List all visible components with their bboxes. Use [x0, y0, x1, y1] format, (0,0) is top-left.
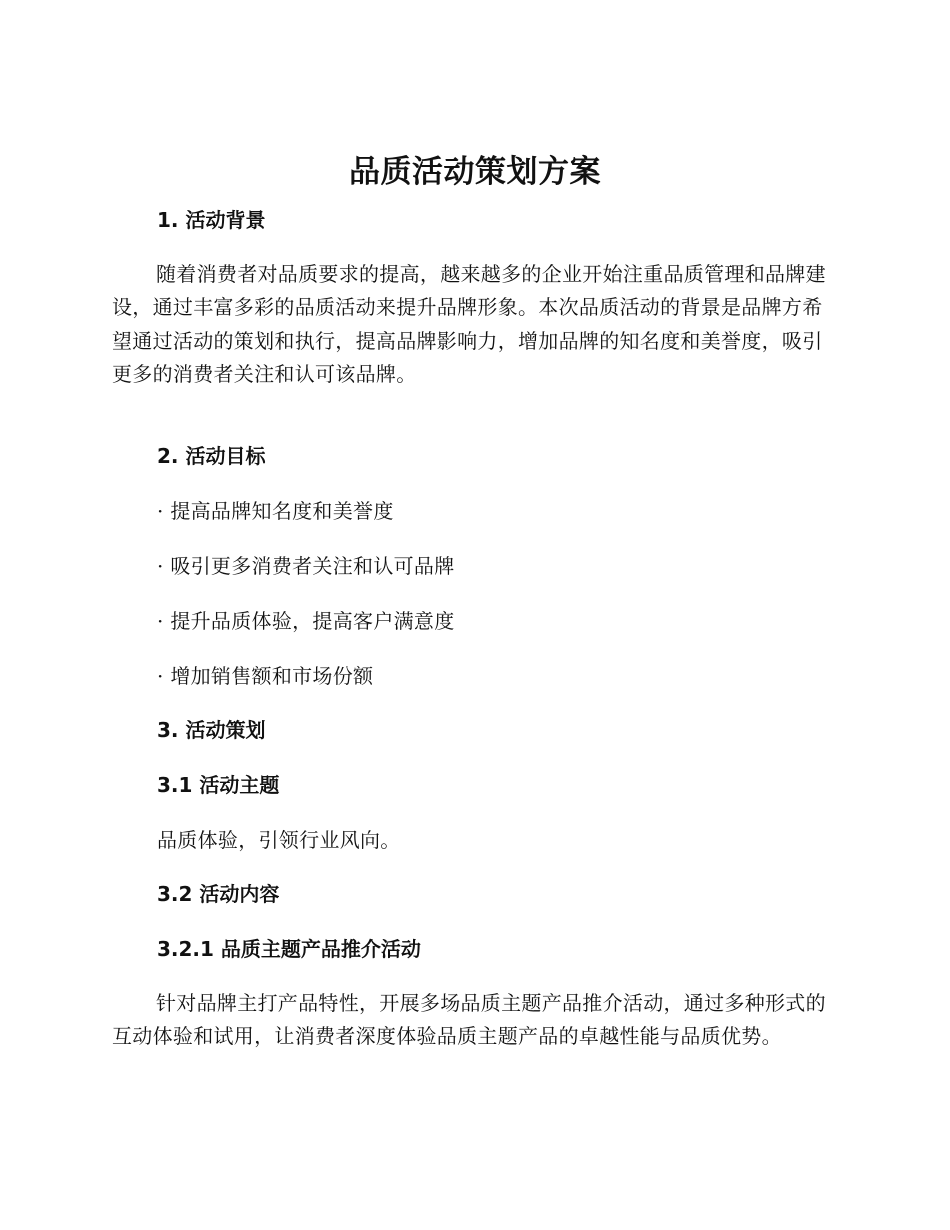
document-title: 品质活动策划方案 [349, 154, 601, 190]
theme-text: 品质体验，引领行业风向。 [157, 828, 401, 852]
subsection-heading-content: 3.2 活动内容 [157, 882, 280, 906]
section-heading-planning: 3. 活动策划 [157, 718, 266, 742]
goal-item: · 增加销售额和市场份额 [157, 664, 374, 688]
background-paragraph: 随着消费者对品质要求的提高，越来越多的企业开始注重品质管理和品牌建设，通过丰富多彩的品质活动来提升品牌形象。本次品质活动的背景是品牌方希望通过活动的策划和执行，提高品牌影响力，增加品牌的知名度和美誉度，吸引更多的消费者关注和认可该品牌。 [112, 262, 826, 386]
goal-item: · 提高品牌知名度和美誉度 [157, 499, 394, 523]
goal-item: · 提升品质体验，提高客户满意度 [157, 609, 455, 633]
section-heading-goals: 2. 活动目标 [157, 444, 266, 468]
goal-item: · 吸引更多消费者关注和认可品牌 [157, 554, 455, 578]
product-promotion-paragraph: 针对品牌主打产品特性，开展多场品质主题产品推介活动，通过多种形式的互动体验和试用，让消费者深度体验品质主题产品的卓越性能与品质优势。 [112, 991, 826, 1049]
subsection-heading-product-promotion: 3.2.1 品质主题产品推介活动 [157, 937, 421, 961]
section-heading-background: 1. 活动背景 [157, 208, 266, 232]
subsection-heading-theme: 3.1 活动主题 [157, 773, 280, 797]
